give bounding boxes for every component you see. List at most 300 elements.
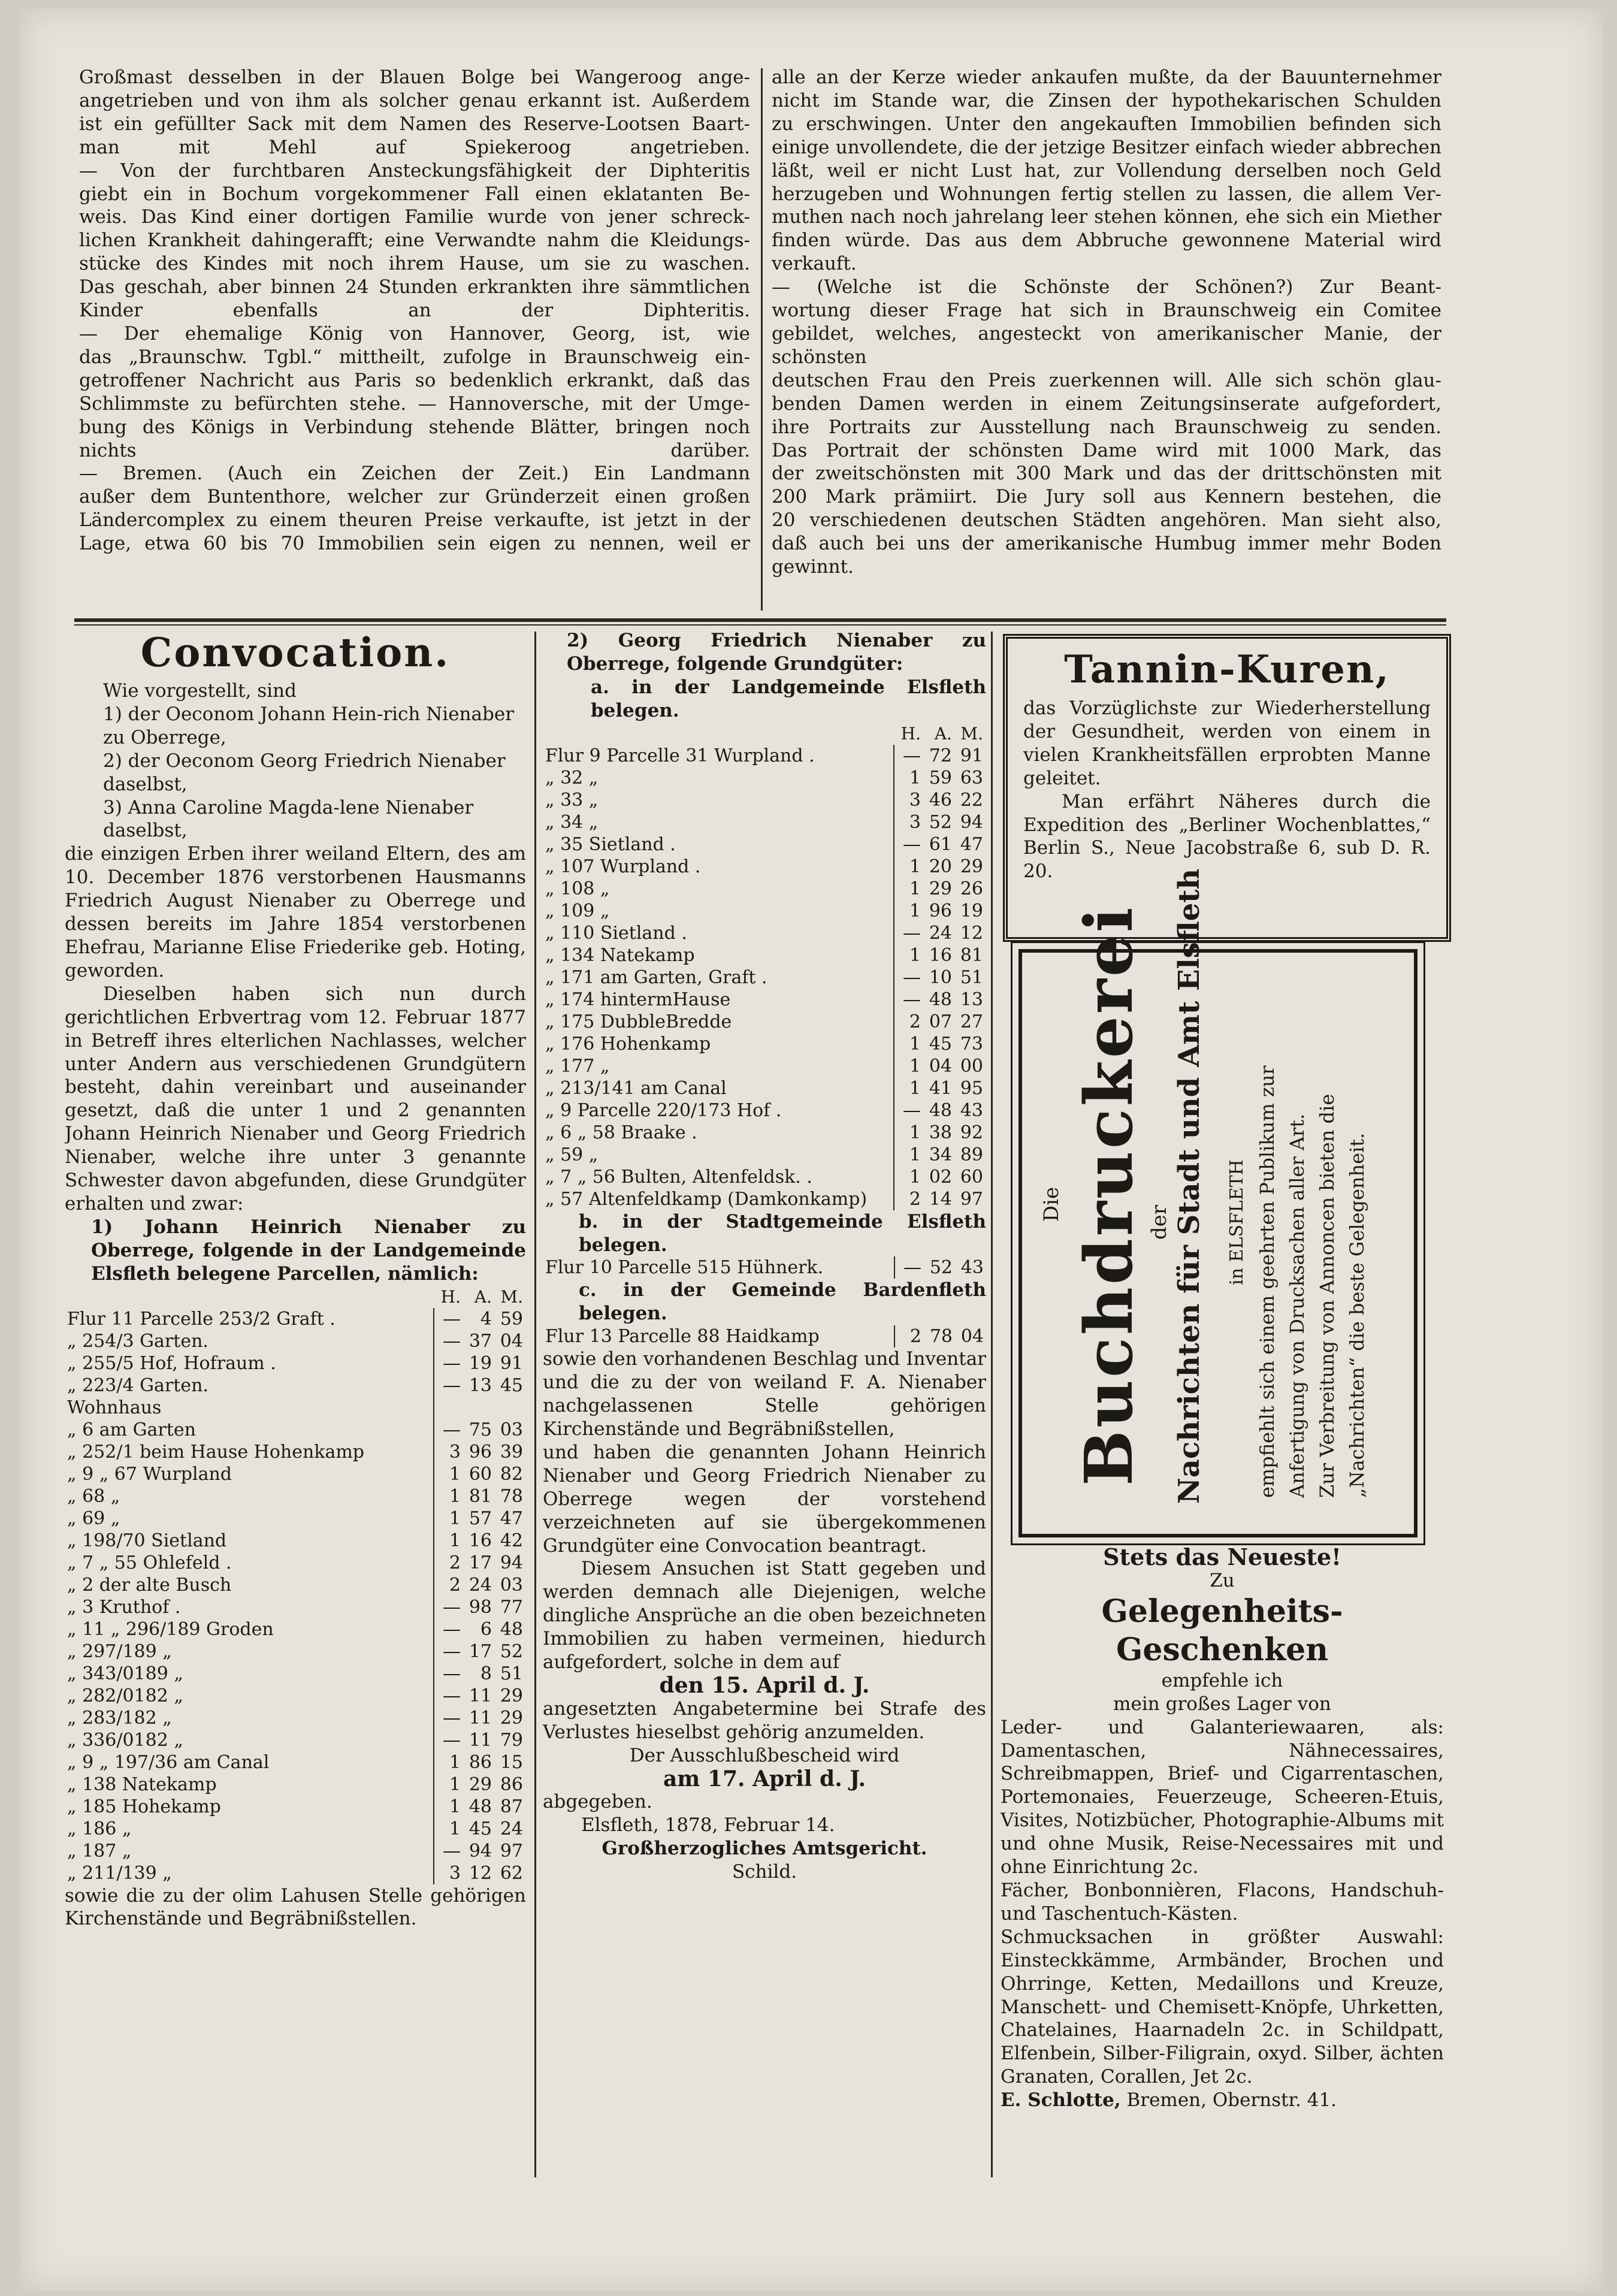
parcel-value: 29 [960,856,983,877]
parcel-value: 24 [500,1818,523,1839]
ad-gifts-p1: Leder- und Galanteriewaaren, als: Damentaschen, Nähnecessaires, Schreibmappen, Brief- und Cigarrentaschen, Portemonaies, Feuerzeuge, Scheeren-Etuis, Visites, Notizbücher, Photographie-Albums mit und ohne Musik, Reise-Necessaires mit und ohne Einrichtung 2c. [1001,1716,1444,1878]
text-line: man mit Mehl auf Spiekeroog angetrieben. [79,136,750,158]
parcel-label: „ 174 hintermHause [545,989,731,1010]
top-right-column [772,66,1441,617]
parcel-value: 81 [960,944,983,966]
parcel-label: „ 68 „ [67,1485,120,1507]
middle-column [543,629,986,2199]
parcel-value: 2 [894,1188,923,1210]
column-header: M. [960,723,983,744]
parcel-value: 1 [434,1463,463,1485]
parcel-value: 62 [500,1862,523,1884]
ad-tannin [1003,634,1451,942]
ad-print-l4: „Nachrichten“ die beste Gelegenheit. [1346,1132,1368,1498]
middle-sub-b: b. in der Stadtgemeinde Elsfleth belegen. [579,1210,986,1256]
table-row [543,1256,986,1279]
parcel-value: 1 [894,1122,923,1144]
parcel-value: — [894,989,923,1011]
parcel-value: 82 [500,1463,523,1485]
table-row [65,1574,525,1596]
parcel-label: „ 283/182 „ [67,1707,172,1729]
table-row [543,878,986,900]
parcel-value: 20 [929,856,952,877]
table-row [65,1685,525,1707]
table-row [65,1330,525,1352]
table-row [543,1122,986,1144]
parcel-value: 97 [500,1840,523,1862]
parcel-label: „ 108 „ [545,878,610,899]
table-row [65,1751,525,1774]
text-line: Das geschah, aber binnen 24 Stunden erkrankten ihre sämmtlichen [79,276,750,298]
table-row [543,789,986,811]
parcel-value: — [434,1729,463,1751]
parcel-value: 16 [469,1530,492,1551]
parcel-value: 94 [960,811,983,833]
table-row [65,1618,525,1641]
text-line: Ländercomplex zu einem theuren Preise verkaufte, ist jetzt in der [79,509,750,531]
parcel-label: „ 9 „ 197/36 am Canal [67,1751,270,1773]
parcel-value: 98 [469,1596,492,1618]
parcel-value: 51 [500,1663,523,1684]
text-line: 20 verschiedenen deutschen Städten angehören. Man sieht also, [772,509,1441,531]
text-line: gebildet, welches, angesteckt von amerikanischer Manie, der schönsten [772,322,1441,368]
section-rule [74,618,1446,622]
middle-body-5: Diesem Ansuchen ist Statt gegeben und werden demnach alle Diejenigen, welche dingliche Ansprüche an die oben bezeichneten Immobilien zu haben vermeinen, hiedurch aufgefordert, solche in dem auf [543,1558,986,1673]
text-line: giebt ein in Bochum vorgekommener Fall einen eklatanten Be- [79,183,750,205]
convocation-body-2: Dieselben haben sich nun durch gerichtlichen Erbvertrag vom 12. Februar 1877 in Betreff ihres elterlichen Nachlasses, welcher unter Andern aus verschiedenen Grundgütern besteht, dahin vereinbart und auseinander gesetzt, daß die unter 1 und 2 genannten Johann Heinrich Nienaber und Georg Friedrich Nienaber, welche ihre unter 3 genannte Schwester davon abgefunden, diese Grundgüter erhalten und zwar: [65,983,526,1215]
top-right-text [772,66,1441,579]
text-line: gewinnt. [772,556,854,578]
parcel-value: 59 [500,1308,523,1330]
table-row [65,1596,525,1618]
heir-item: 2) der Oeconom Georg Friedrich Nienaber daselbst, [103,750,506,795]
parcel-value: 1 [894,1033,923,1055]
parcel-table-c [543,1325,986,1348]
parcel-value: 29 [929,878,952,899]
text-line: Kinder ebenfalls an der Diphteritis. [79,300,750,322]
table-row [543,811,986,833]
parcel-value: 2 [434,1552,463,1574]
table-row [65,1374,525,1397]
parcel-value: 38 [929,1122,952,1143]
convocation-column [65,629,526,2199]
parcel-value: 42 [500,1530,523,1551]
ad-gifts-intro-2: mein großes Lager von [1113,1693,1331,1715]
parcel-value: — [434,1840,463,1862]
table-row [543,989,986,1011]
parcel-label: „ 254/3 Garten. [67,1330,208,1352]
parcel-label: „ 9 „ 67 Wurpland [67,1463,232,1485]
ad-print-l2: Anfertigung von Drucksachen aller Art. [1286,1113,1308,1498]
table-row [65,1485,525,1507]
parcel-value: 10 [929,966,952,988]
text-line: nichts darüber. [79,439,750,461]
text-line: — Bremen. (Auch ein Zeichen der Zeit.) Ein Landmann [79,463,750,485]
parcel-value: 34 [929,1144,952,1165]
text-line: — Von der furchtbaren Ansteckungsfähigkeit der Diphteritis [79,159,750,182]
parcel-value: 61 [929,833,952,855]
parcel-value: 11 [469,1685,492,1706]
text-line: daß auch bei uns der amerikanische Humbug immer mehr Boden [772,533,1441,555]
parcel-value: 17 [469,1641,492,1662]
parcel-value: 00 [960,1055,983,1077]
text-line: weis. Das Kind einer dortigen Familie wurde von jener schreck- [79,206,750,228]
parcel-value: — [434,1618,463,1641]
parcel-value: 3 [434,1862,463,1884]
parcel-value: 94 [469,1840,492,1862]
ad-print-paper: Nachrichten für Stadt und Amt Elsfleth [1172,868,1206,1504]
parcel-value: 1 [894,1055,923,1077]
parcel-value: 43 [960,1099,983,1121]
parcel-value: 1 [434,1751,463,1774]
parcel-value: 37 [469,1330,492,1352]
parcel-label: „ 187 „ [67,1840,132,1862]
table-row [65,1441,525,1463]
text-line: zu erschwingen. Unter den angekauften Immobilien befinden sich [772,113,1441,135]
parcel-value: 29 [469,1774,492,1795]
parcel-label: „ 9 Parcelle 220/173 Hof . [545,1099,782,1121]
text-line: 200 Mark prämiirt. Die Jury soll aus Kennern bestehen, die [772,486,1441,508]
parcel-value: 46 [929,789,952,811]
signer: Schild. [732,1861,797,1883]
ad-print-l3: Zur Verbreitung von Annoncen bieten die [1316,1093,1338,1498]
parcel-label: „ 69 „ [67,1507,120,1529]
parcel-value: 11 [469,1707,492,1729]
table-row [543,1077,986,1099]
parcel-value: 3 [434,1441,463,1463]
parcel-value: 1 [434,1530,463,1552]
parcel-label: „ 213/141 am Canal [545,1077,727,1099]
parcel-value: 1 [894,767,923,789]
convocation-tail: sowie die zu der olim Lahusen Stelle gehörigen Kirchenstände und Begräbnißstellen. [65,1884,526,1930]
table-row [65,1530,525,1552]
text-line: finden würde. Das aus dem Abbruche gewonnene Material wird [772,229,1441,252]
text-line: stücke des Kindes mit noch ihrem Hause, um sie zu waschen. [79,253,750,275]
parcel-value: 45 [469,1818,492,1839]
parcel-value: 07 [929,1011,952,1032]
parcel-value: 3 [894,811,923,833]
table-row [65,1862,525,1884]
ad-gifts [1001,1546,1444,2169]
table-row [543,966,986,989]
parcel-value: 39 [500,1441,523,1463]
table-row [543,1144,986,1166]
middle-body-6: angesetzten Angabetermine bei Strafe des Verlustes hieselbst gehörig anzumelden. [543,1697,986,1743]
parcel-label: Flur 11 Parcelle 253/2 Graft . [67,1308,336,1330]
table-row [543,767,986,789]
column-rule [991,632,993,2177]
parcel-value: — [894,1256,924,1279]
convocation-body-1: die einzigen Erben ihrer weiland Eltern, des am 10. December 1876 verstorbenen Hausmanns Friedrich August Nienaber zu Oberrege und dessen bereits im Jahre 1854 verstorbenen Ehefrau, Marianne Elise Friederike geb. Hoting, geworden. [65,843,526,981]
parcel-value: 04 [929,1055,952,1077]
heirs-list [65,703,526,842]
parcel-label: „ 34 „ [545,811,599,833]
parcel-value [434,1397,463,1419]
text-line: — (Welche ist die Schönste der Schönen?) Zur Beant- [772,276,1441,298]
parcel-label: „ 57 Altenfeldkamp (Damkonkamp) [545,1188,868,1210]
parcel-value: 48 [929,1099,952,1121]
parcel-value: 4 [480,1308,492,1330]
parcel-label: „ 107 Wurpland . [545,856,701,877]
table-row [543,1055,986,1077]
parcel-value: 27 [960,1011,983,1032]
table-row [65,1663,525,1685]
text-line: bung des Königs in Verbindung stehende Blätter, bringen noch [79,416,750,438]
column-header: A. [474,1286,492,1307]
top-left-text [79,66,750,555]
parcel-label: „ 255/5 Hof, Hofraum . [67,1352,276,1374]
parcel-value: 81 [469,1485,492,1507]
heir-item: 3) Anna Caroline Magda-lene Nienaber daselbst, [103,796,474,842]
text-line: getroffener Nachricht aus Paris so bedenklich erkrankt, daß das [79,369,750,391]
place-date: Elsfleth, 1878, Februar 14. [581,1814,835,1836]
parcel-value: 52 [500,1641,523,1662]
parcel-value: — [894,966,923,989]
parcel-value: 86 [469,1751,492,1773]
parcel-label: „ 35 Sietland . [545,833,676,855]
table-row [65,1818,525,1840]
parcel-value: 1 [434,1818,463,1840]
parcel-table-b [543,1256,986,1279]
ad-gifts-zu: Zu [1210,1569,1235,1591]
parcel-value: 52 [929,1257,953,1279]
column-rule [534,632,536,2177]
parcel-value: 16 [929,944,952,966]
parcel-value: — [434,1663,463,1685]
parcel-value: 79 [500,1729,523,1751]
ad-gifts-p2: Fächer, Bonbonnièren, Flacons, Handschuh- und Taschentuch-Kästen. [1001,1879,1444,1925]
parcel-value: 41 [929,1077,952,1099]
parcel-value: 1 [434,1507,463,1530]
parcel-label: „ 176 Hohenkamp [545,1033,711,1055]
parcel-value: 1 [894,878,923,900]
ad-gifts-kicker: Stets das Neueste! [1103,1546,1341,1570]
ad-print-die: Die [1039,1186,1063,1222]
parcel-value: 73 [960,1033,983,1055]
court-name: Großherzogliches Amtsgericht. [602,1838,927,1860]
column-header: H. [900,723,921,744]
convocation-heading: Convocation. [140,629,451,676]
parcel-label: Wohnhaus [67,1397,162,1418]
parcel-label: „ 138 Natekamp [67,1774,217,1795]
middle-sub-c: c. in der Gemeinde Bardenfleth belegen. [579,1279,986,1325]
convocation-item-1: 1) Johann Heinrich Nienaber zu Oberrege, folgende in der Landgemeinde Elsfleth belegene Parcellen, nämlich: [91,1216,526,1285]
parcel-label: „ 6 am Garten [67,1419,196,1440]
parcel-value: 86 [500,1774,523,1795]
parcel-label: „ 7 „ 55 Ohlefeld . [67,1552,232,1573]
parcel-value: 94 [500,1552,523,1573]
parcel-value: 1 [894,944,923,966]
parcel-value: 43 [960,1257,984,1279]
parcel-label: „ 7 „ 56 Bulten, Altenfeldsk. . [545,1166,812,1188]
table-row [65,1796,525,1818]
table-row [543,1099,986,1122]
parcel-value: 47 [500,1507,523,1529]
newspaper-page [20,8,1603,2291]
table-row [65,1840,525,1862]
parcel-value: 1 [894,1144,923,1166]
parcel-value: 24 [469,1574,492,1596]
text-line: wortung dieser Frage hat sich in Braunschweig ein Comitee [772,300,1441,322]
parcel-value: 17 [469,1552,492,1573]
parcel-value: — [434,1308,463,1330]
top-left-column [79,66,750,617]
parcel-value: 95 [960,1077,983,1099]
parcel-value: — [894,745,923,767]
table-row [65,1707,525,1729]
parcel-value: 6 [480,1618,492,1640]
table-row [65,1552,525,1574]
parcel-value: — [894,1099,923,1122]
middle-body-8: abgegeben. [543,1791,652,1813]
parcel-value: — [434,1596,463,1618]
parcel-value: 04 [500,1330,523,1352]
ad-tannin-title: Tannin-Kuren, [1064,647,1390,692]
parcel-table-a [543,723,986,1210]
parcel-value: 19 [960,900,983,922]
ad-print-l1: empfiehlt sich einem geehrten Publikum zur [1256,1065,1279,1498]
text-line: nicht im Stande war, die Zinsen der hypothekarischen Schulden [772,89,1441,111]
parcel-value: 45 [500,1374,523,1396]
parcel-value: 1 [894,1166,923,1188]
middle-body-4: und haben die genannten Johann Heinrich Nienaber und Georg Friedrich Nienaber zu Oberrege wegen der vorstehend verzeichneten auf sie übergekommenen Grundgüter eine Convocation beantragt. [543,1441,986,1557]
parcel-value: 91 [960,745,983,766]
parcel-label: „ 177 „ [545,1055,610,1077]
parcel-value: 48 [500,1618,523,1640]
parcel-value: 78 [500,1485,523,1507]
parcel-value [494,1397,525,1419]
table-row [543,856,986,878]
table-row [543,1166,986,1188]
parcel-value: 60 [469,1463,492,1485]
parcel-value [463,1397,494,1419]
parcel-value: 96 [929,900,952,922]
parcel-value: 29 [500,1707,523,1729]
ad-printshop [1018,868,1417,1537]
column-rule [761,68,763,611]
table-row [543,1188,986,1210]
text-line: deutschen Frau den Preis zuerkennen will. Alle sich schön glau- [772,369,1441,391]
text-line: Lage, etwa 60 bis 70 Immobilien sein eigen zu nennen, weil er [79,533,750,555]
text-line: verkauft. [772,253,857,275]
text-line: herzugeben und Wohnungen fertig stellen zu lassen, die allem Ver- [772,183,1441,205]
parcel-value: 03 [500,1574,523,1596]
parcel-value: — [434,1330,463,1352]
convocation-intro: Wie vorgestellt, sind [103,680,297,702]
parcel-value: 2 [894,1325,924,1348]
parcel-value: — [434,1352,463,1374]
parcel-label: „ 223/4 Garten. [67,1374,208,1396]
parcel-label: „ 252/1 beim Hause Hohenkamp [67,1441,364,1463]
parcel-label: „ 198/70 Sietland [67,1530,227,1551]
parcel-value: 91 [500,1352,523,1374]
parcel-value: — [434,1641,463,1663]
parcel-label: Flur 10 Parcelle 515 Hühnerk. [545,1257,824,1279]
parcel-label: „ 109 „ [545,900,610,922]
parcel-value: 11 [469,1729,492,1751]
section-rule-thin [74,624,1446,626]
parcel-value: 63 [960,767,983,789]
parcel-label: „ 186 „ [67,1818,132,1839]
text-line: der zweitschönsten mit 300 Mark und das der drittschönsten mit [772,463,1441,485]
parcel-value: 1 [434,1796,463,1818]
parcel-value: 51 [960,966,983,988]
parcel-value: — [434,1374,463,1397]
parcel-value: 48 [929,989,952,1010]
table-row [543,1325,986,1348]
table-row [543,900,986,922]
text-line: lichen Krankheit dahingerafft; eine Verwandte nahm die Kleidungs- [79,229,750,252]
parcel-label: „ 175 DubbleBredde [545,1011,732,1032]
parcel-table-1 [65,1286,526,1884]
parcel-value: 57 [469,1507,492,1529]
parcel-label: „ 110 Sietland . [545,922,687,944]
parcel-label: „ 33 „ [545,789,599,811]
text-line: muthen nach noch jahrelang leer stehen können, ehe sich ein Miether [772,206,1441,228]
parcel-value: 47 [960,833,983,855]
ad-tannin-text-2: Man erfährt Näheres durch die Expedition des „Berliner Wochenblattes,“ Berlin S., Neue Jacobstraße 6, sub D. R. 20. [1023,790,1431,883]
text-line: angetrieben und von ihm als solcher genau erkannt ist. Außerdem [79,89,750,111]
parcel-value: — [434,1685,463,1707]
text-line: — Der ehemalige König von Hannover, Georg, ist, wie [79,322,750,345]
text-line: das „Braunschw. Tgbl.“ mittheilt, zufolge in Braunschweig ein- [79,346,750,368]
column-header: M. [500,1286,523,1307]
table-row [543,1033,986,1055]
table-row [65,1397,525,1419]
parcel-label: „ 282/0182 „ [67,1685,183,1706]
parcel-label: „ 6 „ 58 Braake . [545,1122,697,1143]
text-line: alle an der Kerze wieder ankaufen mußte, da der Bauunternehmer [772,67,1441,88]
parcel-value: 89 [960,1144,983,1165]
table-row [543,922,986,944]
parcel-value: 1 [894,900,923,922]
parcel-value: 87 [500,1796,523,1817]
parcel-value: 26 [960,878,983,899]
parcel-value: 02 [929,1166,952,1188]
table-row [543,1011,986,1033]
parcel-label: „ 211/139 „ [67,1862,172,1884]
parcel-value: 29 [500,1685,523,1706]
parcel-value: 48 [469,1796,492,1817]
middle-body-7: Der Ausschlußbescheid wird [629,1744,900,1766]
text-line: einige unvollendete, die der jetzige Besitzer einfach wieder abbrechen [772,136,1441,158]
parcel-value: 92 [960,1122,983,1143]
ad-gifts-intro-1: empfehle ich [1161,1669,1283,1691]
parcel-value: 60 [960,1166,983,1188]
parcel-value: 2 [434,1574,463,1596]
parcel-value: 97 [960,1188,983,1210]
ad-tannin-text: das Vorzüglichste zur Wiederherstellung der Gesundheit, werden von einem in vielen Krankheitsfällen erprobten Manne geleitet. [1023,697,1431,789]
deadline-date-1: den 15. April d. J. [659,1672,870,1698]
parcel-value: 04 [960,1326,984,1348]
text-line: außer dem Buntenthore, welcher zur Gründerzeit einen großen [79,486,750,508]
parcel-value: 1 [434,1774,463,1796]
parcel-value: 15 [500,1751,523,1773]
parcel-value: — [434,1419,463,1441]
table-row [65,1729,525,1751]
middle-sub-a: a. in der Landgemeinde Elsfleth belegen. [591,676,986,721]
parcel-label: „ 3 Kruthof . [67,1596,181,1618]
parcel-label: „ 297/189 „ [67,1641,172,1662]
parcel-value: 1 [894,856,923,878]
parcel-label: „ 336/0182 „ [67,1729,183,1751]
parcel-label: Flur 9 Parcelle 31 Wurpland . [545,745,815,766]
table-row [65,1463,525,1485]
parcel-value: 1 [434,1485,463,1507]
table-row [65,1774,525,1796]
parcel-label: „ 2 der alte Busch [67,1574,232,1596]
table-row [65,1507,525,1530]
